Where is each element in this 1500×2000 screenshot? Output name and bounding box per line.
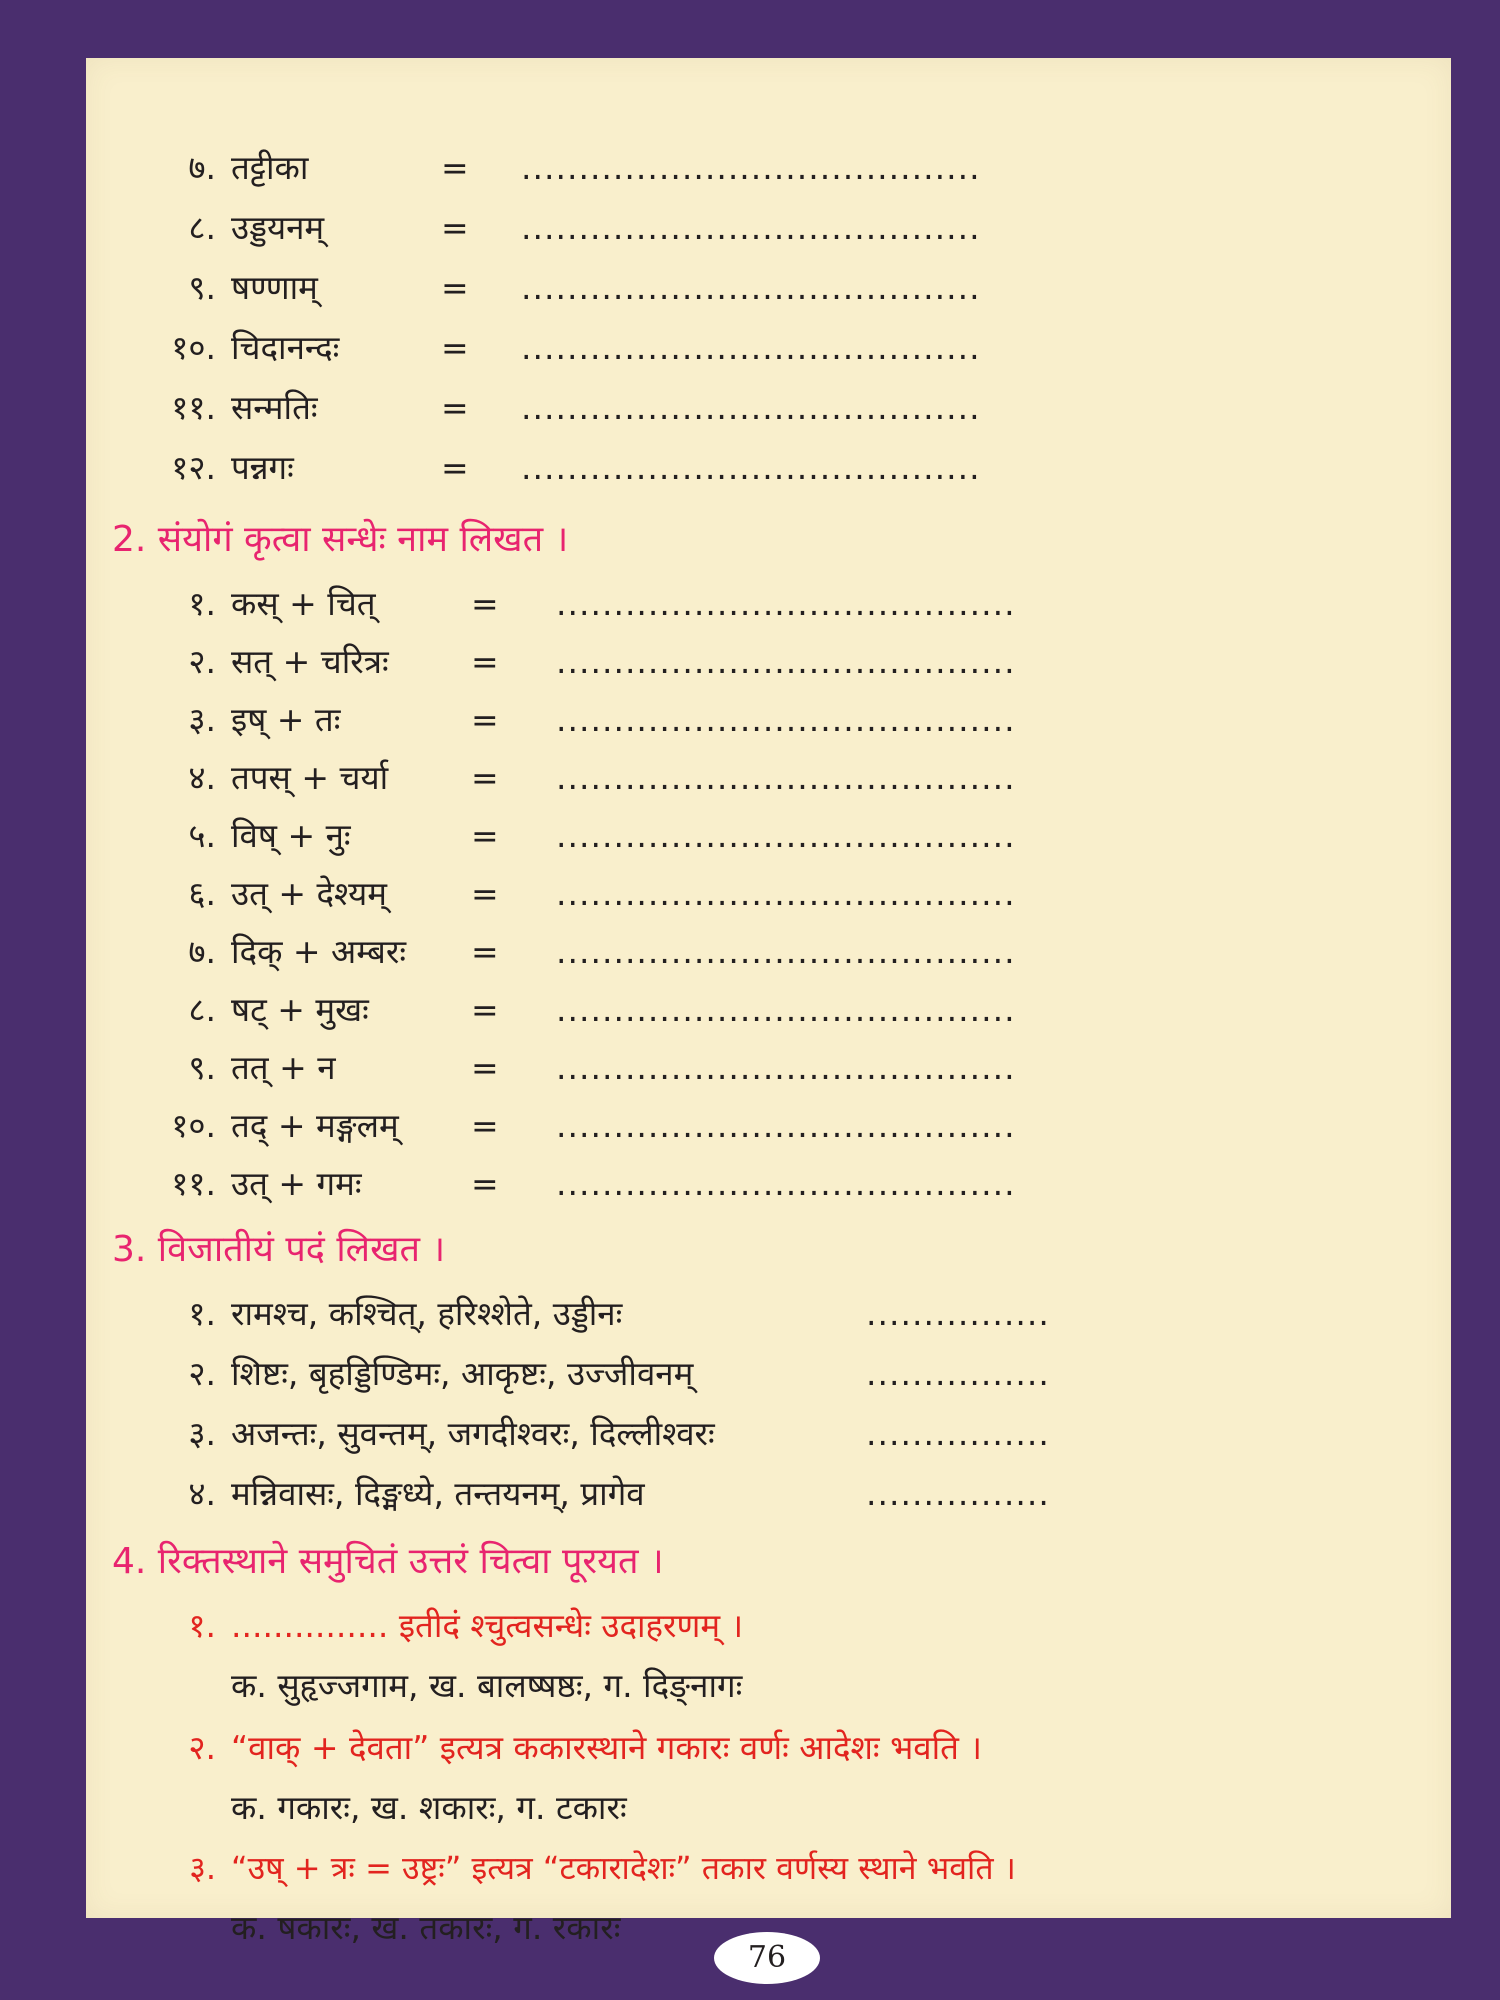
answer-blank: ........................................ <box>556 642 1016 681</box>
item-words: मन्निवासः, दिङ्मध्ये, तन्तयनम्, प्रागेव <box>231 1474 645 1513</box>
answer-blank: ........................................ <box>521 208 981 247</box>
textbook-page <box>86 58 1451 1947</box>
question-text: “वाक् + देवता” इत्यत्र ककारस्थाने गकारः वर्णः आदेशः भवति । <box>231 1728 982 1767</box>
section-heading: 2. संयोगं कृत्वा सन्धेः नाम लिखत । <box>112 519 569 560</box>
item-word: षण्णाम् <box>231 268 318 307</box>
equals-sign: = <box>471 874 499 913</box>
answer-blank: ................ <box>866 1474 1050 1513</box>
item-number: ४. <box>188 1474 216 1513</box>
item-number: ८. <box>188 990 216 1029</box>
item-number: ४. <box>188 758 216 797</box>
item-number: २. <box>188 1354 216 1393</box>
item-number: ९. <box>188 268 216 307</box>
item-number: ६. <box>188 874 216 913</box>
item-word: दिक् + अम्बरः <box>231 932 406 971</box>
question-text: ............... इतीदं श्चुत्वसन्धेः उदाहरणम् । <box>231 1606 744 1645</box>
answer-options: क. षकारः, ख. तकारः, ग. रकारः <box>231 1908 621 1947</box>
page-number: 76 <box>714 1932 820 1984</box>
answer-blank: ........................................ <box>556 1048 1016 1087</box>
item-word: तट्टीका <box>231 148 309 187</box>
equals-sign: = <box>471 816 499 855</box>
answer-blank: ........................................ <box>556 816 1016 855</box>
equals-sign: = <box>471 990 499 1029</box>
equals-sign: = <box>441 388 469 427</box>
answer-blank: ........................................ <box>556 932 1016 971</box>
answer-blank: ........................................ <box>556 874 1016 913</box>
item-number: ११. <box>171 1164 216 1203</box>
answer-blank: ................ <box>866 1414 1050 1453</box>
item-number: १२. <box>171 448 216 487</box>
item-words: रामश्च, कश्चित्, हरिश्शेते, उड्डीनः <box>231 1294 623 1333</box>
item-number: १. <box>188 1294 216 1333</box>
item-number: २. <box>188 1728 216 1767</box>
answer-blank: ................ <box>866 1354 1050 1393</box>
item-word: उत् + गमः <box>231 1164 362 1203</box>
question-text: “उष् + त्रः = उष्ट्रः” इत्यत्र “टकारादेशः” तकार वर्णस्य स्थाने भवति । <box>231 1849 1016 1887</box>
equals-sign: = <box>441 448 469 487</box>
item-number: १. <box>188 1606 216 1645</box>
answer-blank: ........................................ <box>521 268 981 307</box>
answer-blank: ........................................ <box>556 700 1016 739</box>
item-word: इष् + तः <box>231 700 341 739</box>
equals-sign: = <box>471 642 499 681</box>
answer-options: क. गकारः, ख. शकारः, ग. टकारः <box>231 1788 627 1827</box>
item-word: उड्डयनम् <box>231 208 325 247</box>
equals-sign: = <box>471 1048 499 1087</box>
answer-blank: ........................................ <box>521 448 981 487</box>
item-word: चिदानन्दः <box>231 328 340 367</box>
equals-sign: = <box>471 700 499 739</box>
item-word: विष् + नुः <box>231 816 351 855</box>
item-number: ३. <box>188 700 216 739</box>
equals-sign: = <box>441 208 469 247</box>
item-number: ९. <box>188 1048 216 1087</box>
answer-blank: ........................................ <box>521 148 981 187</box>
answer-blank: ........................................ <box>556 990 1016 1029</box>
item-word: सन्मतिः <box>231 388 318 427</box>
item-word: तत् + न <box>231 1048 336 1087</box>
item-word: सत् + चरित्रः <box>231 642 389 681</box>
item-number: १०. <box>171 328 216 367</box>
item-number: ७. <box>188 932 216 971</box>
item-words: शिष्टः, बृहड्डिण्डिमः, आकृष्टः, उज्जीवनम् <box>231 1354 694 1393</box>
equals-sign: = <box>441 148 469 187</box>
equals-sign: = <box>441 328 469 367</box>
section-heading: 4. रिक्तस्थाने समुचितं उत्तरं चित्वा पूरयत । <box>112 1541 664 1582</box>
item-word: तपस् + चर्या <box>231 758 389 797</box>
item-number: १०. <box>171 1106 216 1145</box>
equals-sign: = <box>471 758 499 797</box>
answer-blank: ................ <box>866 1294 1050 1333</box>
item-word: उत् + देश्यम् <box>231 874 387 913</box>
section-heading: 3. विजातीयं पदं लिखत । <box>112 1229 446 1270</box>
equals-sign: = <box>471 584 499 623</box>
item-number: ३. <box>189 1849 216 1887</box>
item-number: १. <box>188 584 216 623</box>
answer-blank: ........................................ <box>556 584 1016 623</box>
item-number: ५. <box>188 816 216 855</box>
answer-blank: ........................................ <box>556 758 1016 797</box>
item-word: तद् + मङ्गलम् <box>231 1106 399 1145</box>
item-word: षट् + मुखः <box>231 990 369 1029</box>
equals-sign: = <box>471 1106 499 1145</box>
item-number: ११. <box>171 388 216 427</box>
equals-sign: = <box>441 268 469 307</box>
answer-blank: ........................................ <box>556 1164 1016 1203</box>
answer-options: क. सुहृज्जगाम, ख. बालष्षष्ठः, ग. दिङ्नागः <box>231 1666 743 1705</box>
equals-sign: = <box>471 932 499 971</box>
item-number: ८. <box>188 208 216 247</box>
item-word: पन्नगः <box>231 448 294 487</box>
item-number: ३. <box>188 1414 216 1453</box>
answer-blank: ........................................ <box>521 388 981 427</box>
item-words: अजन्तः, सुवन्तम्, जगदीश्वरः, दिल्लीश्वरः <box>231 1414 715 1453</box>
answer-blank: ........................................ <box>521 328 981 367</box>
equals-sign: = <box>471 1164 499 1203</box>
answer-blank: ........................................ <box>556 1106 1016 1145</box>
item-number: २. <box>188 642 216 681</box>
item-number: ७. <box>188 148 216 187</box>
item-word: कस् + चित् <box>231 584 376 623</box>
